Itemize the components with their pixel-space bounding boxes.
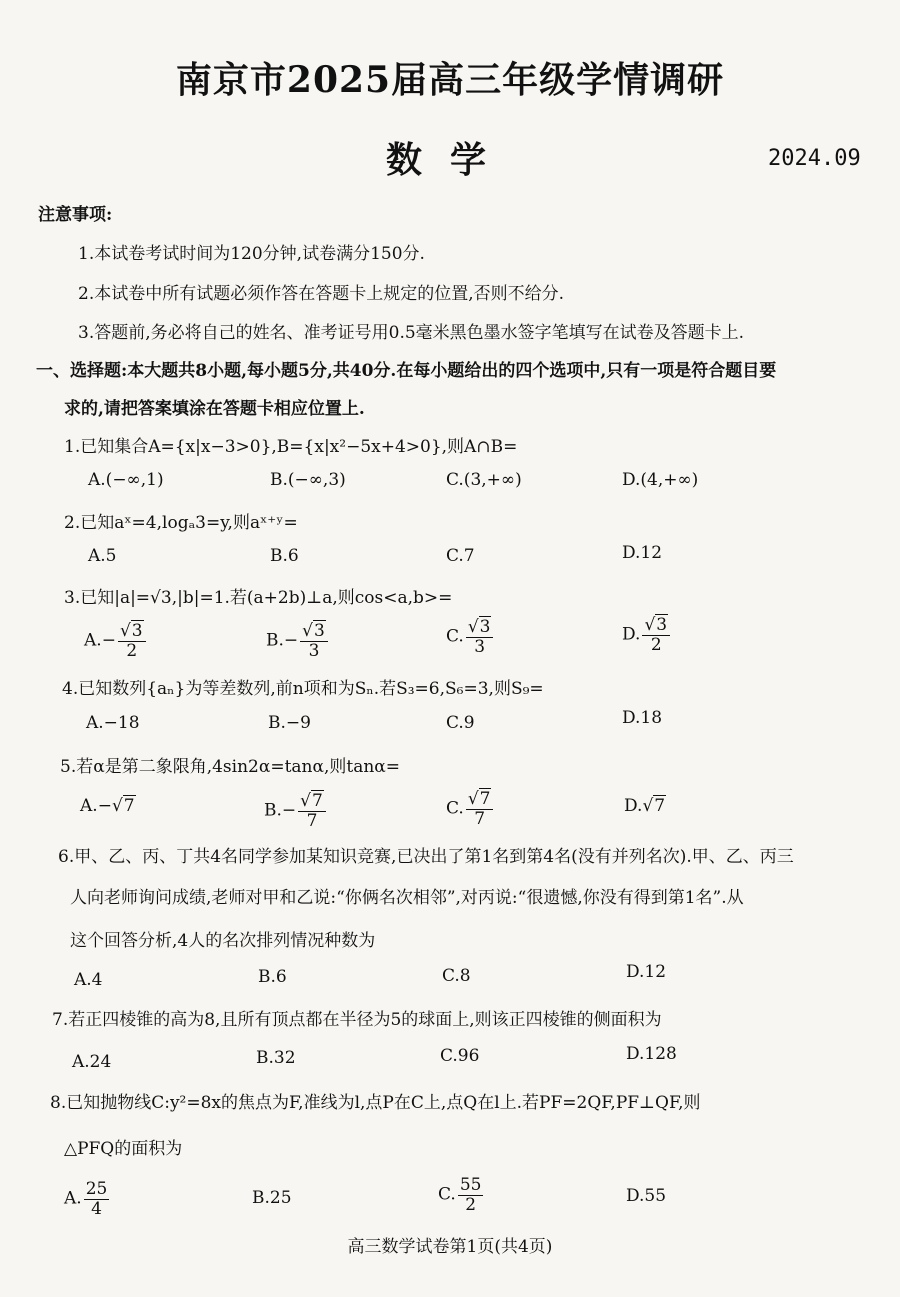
q2-option-d[interactable]: D.12: [622, 543, 663, 563]
q8-option-c-label: C.: [438, 1184, 456, 1205]
q8-option-d[interactable]: D.55: [626, 1186, 667, 1206]
q2-option-c[interactable]: C.7: [446, 546, 475, 566]
question-6-stem-line2: 人向老师询问成绩,老师对甲和乙说:“你俩名次相邻”,对丙说:“很遗憾,你没有得到第1名”.从: [70, 888, 744, 908]
question-5-stem: 5.若α是第二象限角,4sin2α=tanα,则tanα=: [60, 757, 401, 777]
q3-option-c-fraction: $\frac{√3}{3}$: [466, 618, 494, 656]
q3-option-b-fraction: $\frac{√3}{3}$: [300, 622, 328, 660]
q5-option-b-fraction: $\frac{√7}{7}$: [298, 792, 326, 830]
q7-option-d[interactable]: D.128: [626, 1044, 677, 1064]
q1-option-d[interactable]: D.(4,+∞): [622, 470, 699, 490]
question-6-stem-line1: 6.甲、乙、丙、丁共4名同学参加某知识竞赛,已决出了第1名到第4名(没有并列名次).甲、乙、丙三: [58, 847, 794, 867]
q4-option-d[interactable]: D.18: [622, 708, 663, 728]
section-heading-line2: 求的,请把答案填涂在答题卡相应位置上.: [64, 399, 365, 419]
q7-option-a[interactable]: A.24: [72, 1052, 112, 1072]
notice-item-3: 3.答题前,务必将自己的姓名、准考证号用0.5毫米黑色墨水签字笔填写在试卷及答题卡上.: [78, 323, 745, 343]
q8-option-a[interactable]: [64, 1180, 111, 1218]
q5-option-c[interactable]: [446, 790, 495, 828]
q3-option-c-label: C.: [446, 626, 464, 647]
q8-option-a-fraction: $\frac{25}{4}$: [85, 1179, 108, 1219]
q4-option-a[interactable]: A.−18: [86, 713, 140, 733]
q5-option-d[interactable]: D.√7: [624, 796, 666, 816]
q3-option-a-fraction: $\frac{√3}{2}$: [118, 622, 146, 660]
q5-option-b[interactable]: B.− $\frac{√7}{7}$: [264, 792, 328, 830]
question-8-stem-line1: 8.已知抛物线C:y²=8x的焦点为F,准线为l,点P在C上,点Q在l上.若PF=2QF,PF⊥QF,则: [50, 1093, 701, 1113]
question-7-stem: 7.若正四棱锥的高为8,且所有顶点都在半径为5的球面上,则该正四棱锥的侧面积为: [52, 1010, 662, 1030]
question-2-stem: 2.已知aˣ=4,logₐ3=y,则aˣ⁺ʸ=: [64, 513, 298, 533]
q5-option-d-label: D.: [624, 796, 643, 816]
q2-option-b[interactable]: B.6: [270, 546, 299, 566]
q1-option-b[interactable]: B.(−∞,3): [270, 470, 346, 490]
q7-option-c[interactable]: C.96: [440, 1046, 480, 1066]
subject-title: 数学: [385, 139, 514, 181]
q3-option-d[interactable]: [622, 616, 672, 654]
exam-date: 2024.09: [768, 146, 861, 171]
q8-option-c[interactable]: [438, 1176, 485, 1214]
q6-option-c[interactable]: C.8: [442, 966, 471, 986]
q6-option-d[interactable]: D.12: [626, 962, 667, 982]
q1-option-c[interactable]: C.(3,+∞): [446, 470, 522, 490]
q5-option-c-fraction: $\frac{√7}{7}$: [466, 790, 494, 828]
question-8-stem-line2: △PFQ的面积为: [64, 1139, 183, 1159]
q2-option-a[interactable]: A.5: [88, 546, 117, 566]
notice-heading: 注意事项:: [38, 205, 113, 225]
question-3-stem: 3.已知|a|=√3,|b|=1.若(a+2b)⊥a,则cos<a,b>=: [64, 588, 453, 608]
section-heading-line1: 一、选择题:本大题共8小题,每小题5分,共40分.在每小题给出的四个选项中,只有一项是符合题目要: [36, 361, 777, 381]
q1-option-a[interactable]: A.(−∞,1): [88, 470, 164, 490]
q5-option-a-label: A.: [80, 796, 98, 816]
question-4-stem: 4.已知数列{aₙ}为等差数列,前n项和为Sₙ.若S₃=6,S₆=3,则S₉=: [62, 679, 544, 699]
q3-option-a[interactable]: A.− $\frac{√3}{2}$: [84, 622, 148, 660]
notice-item-2: 2.本试卷中所有试题必须作答在答题卡上规定的位置,否则不给分.: [78, 284, 565, 304]
question-6-stem-line3: 这个回答分析,4人的名次排列情况种数为: [70, 931, 376, 951]
q3-option-b[interactable]: B.− $\frac{√3}{3}$: [266, 622, 330, 660]
q7-option-b[interactable]: B.32: [256, 1048, 296, 1068]
q6-option-a[interactable]: A.4: [74, 970, 103, 990]
q3-option-b-label: B.: [266, 630, 284, 651]
q3-option-d-fraction: $\frac{√3}{2}$: [642, 616, 670, 654]
page-footer: 高三数学试卷第1页(共4页): [347, 1237, 553, 1257]
q8-option-c-fraction: $\frac{55}{2}$: [459, 1175, 482, 1215]
q3-option-c[interactable]: [446, 618, 495, 656]
q3-option-a-label: A.: [84, 630, 102, 651]
q5-option-c-label: C.: [446, 798, 464, 819]
question-1-stem: 1.已知集合A={x|x−3>0},B={x|x²−5x+4>0},则A∩B=: [64, 437, 518, 457]
q5-option-a[interactable]: A.−√7: [80, 796, 135, 816]
q4-option-b[interactable]: B.−9: [268, 713, 311, 733]
notice-item-1: 1.本试卷考试时间为120分钟,试卷满分150分.: [78, 244, 425, 264]
q3-option-d-label: D.: [622, 624, 641, 645]
q5-option-b-label: B.: [264, 800, 282, 821]
q4-option-c[interactable]: C.9: [446, 713, 475, 733]
exam-title: 南京市2025届高三年级学情调研: [175, 59, 725, 101]
q8-option-a-label: A.: [64, 1188, 82, 1209]
q8-option-b[interactable]: B.25: [252, 1188, 292, 1208]
q6-option-b[interactable]: B.6: [258, 967, 287, 987]
